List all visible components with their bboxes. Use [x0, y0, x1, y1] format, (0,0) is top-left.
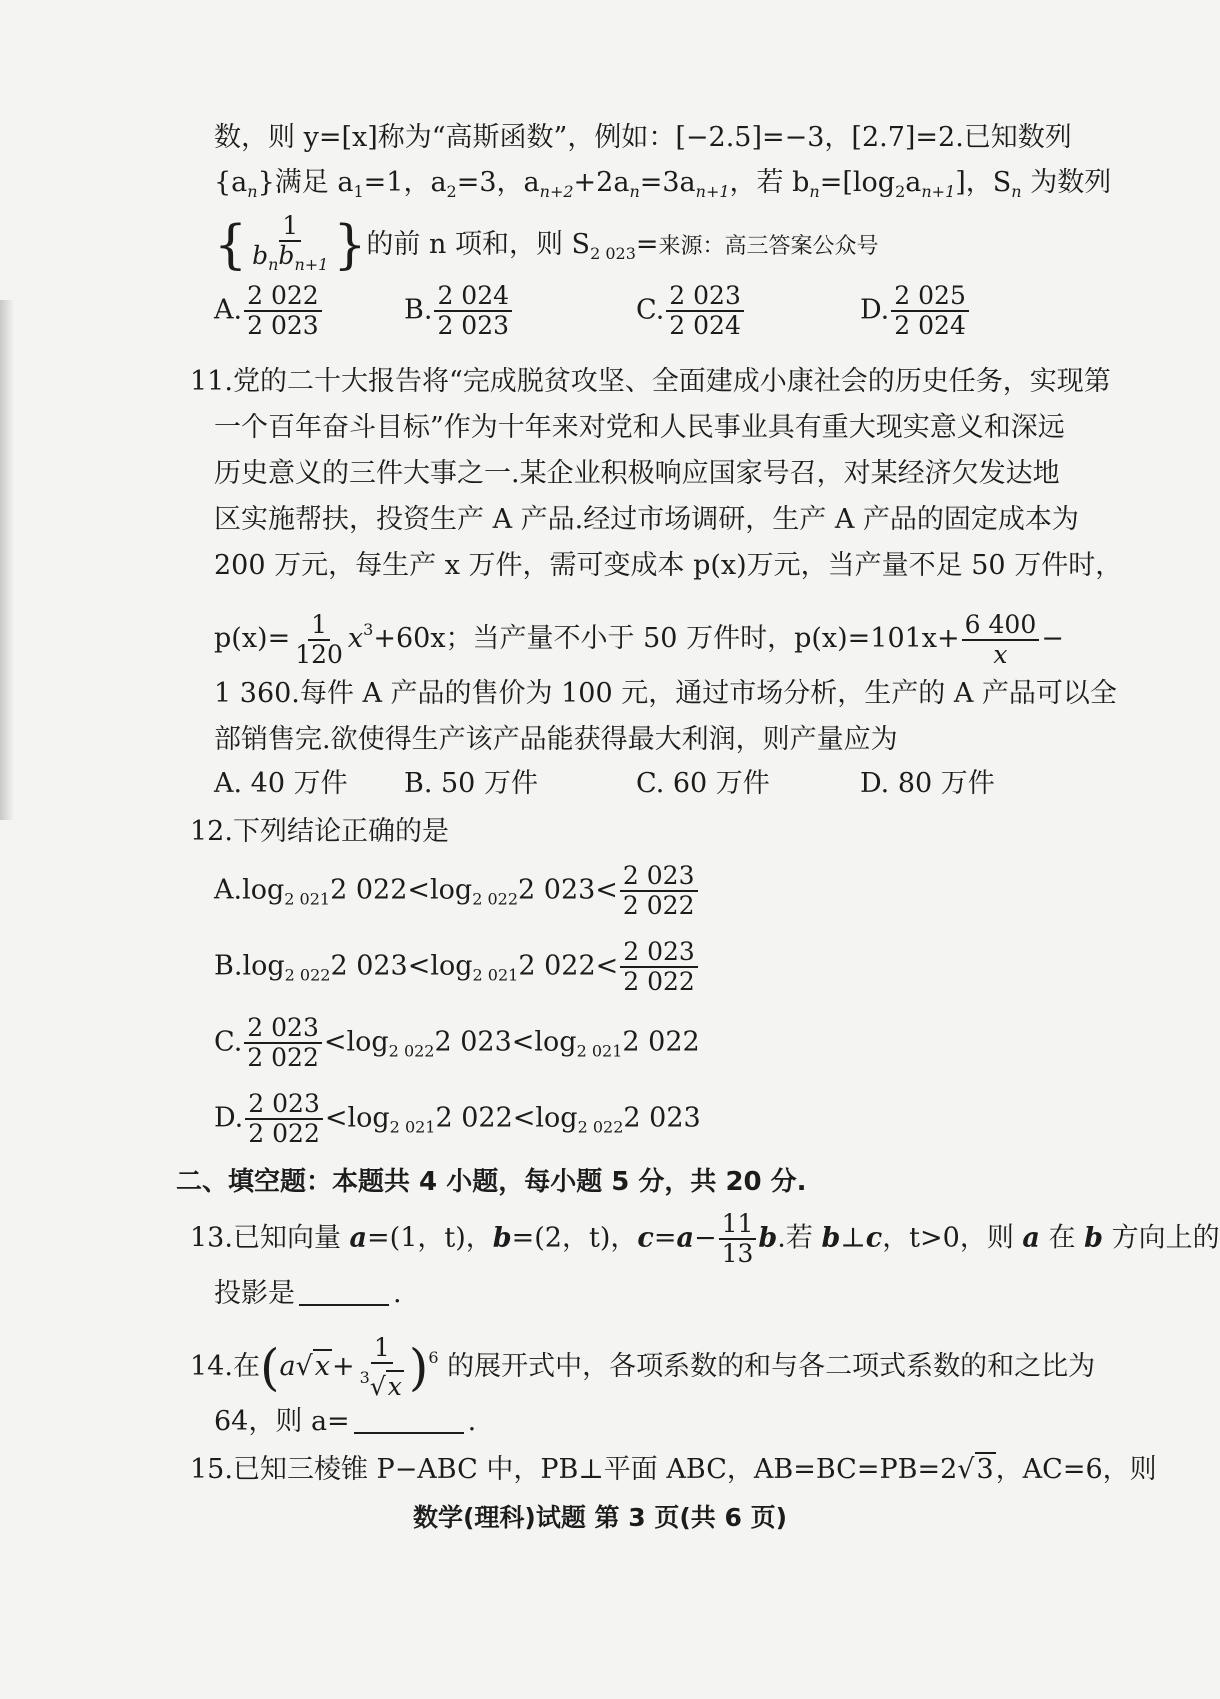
q10-option-d: D. $\frac{2 025}{2 024}$	[860, 282, 971, 340]
q13-line1: 13.已知向量 a=(1，t)，b=(2，t)，c=a− $\frac{11}{13}$ b.若 b⊥c，t>0，则 a 在 b 方向上的	[190, 1209, 1220, 1268]
q10-option-a: A. $\frac{2 022}{2 023}$	[214, 282, 324, 340]
q10-seq-fraction: $\frac{1}{b_nb_{n+1}}$	[252, 211, 329, 274]
q10-option-b: B. $\frac{2 024}{2 023}$	[404, 282, 514, 340]
q11-line5: 200 万元，每生产 x 万件，需可变成本 p(x)万元，当产量不足 50 万件时，	[214, 550, 1123, 581]
q10-line2: $\{a_n\}$满足 $a_1=1$，$a_2=3$，$a_{n+2}+2a_n=3a_{n+1}$，若 $b_n=[\log_2a_{n+1}]$，$S_n$ 为数列	[214, 167, 1112, 201]
q10-line1: 数，则 y=[x]称为“高斯函数”，例如：[−2.5]=−3，[2.7]=2.已知数列	[214, 122, 1072, 153]
q10-option-c: C. $\frac{2 023}{2 024}$	[636, 282, 746, 340]
q14-line2: 64，则 a= .	[214, 1406, 477, 1437]
q13-line2: 投影是 .	[214, 1278, 402, 1309]
q11-line4: 区实施帮扶，投资生产 A 产品.经过市场调研，生产 A 产品的固定成本为	[214, 504, 1079, 535]
scan-shadow	[0, 300, 14, 820]
q10-line3: { $\frac{1}{b_nb_{n+1}}$ }的前 n 项和，则 $S_{2 023}=$来源：高三答案公众号	[214, 212, 1044, 284]
q12-option-d: D. $\frac{2 023}{2 022}$ $<\log_{2 021}2$ $022<\log_{2 022}2$ 023	[214, 1089, 701, 1148]
q14-answer-blank	[354, 1406, 464, 1434]
source-note: 来源：高三答案公众号	[658, 234, 879, 259]
q11-formula-line: p(x)= $\frac{1}{120}$ $x^3+60x$；当产量不小于 50 万件时，p(x)=101x+ $\frac{6 400}{x}$ −	[214, 609, 1064, 669]
page-footer: 数学(理科)试题 第 3 页(共 6 页)	[412, 1503, 787, 1532]
q11-line1: 11.党的二十大报告将“完成脱贫攻坚、全面建成小康社会的历史任务，实现第	[190, 366, 1111, 397]
q11-line6: 1 360.每件 A 产品的售价为 100 元，通过市场分析，生产的 A 产品可以全	[214, 678, 1117, 709]
q12-option-a: $A.\log_{2 021}2$ $022<\log_{2 022}2$ 023< $\frac{2 023}{2 022}$	[214, 862, 700, 920]
q11-line3: 历史意义的三件大事之一.某企业积极响应国家号召，对某经济欠发达地	[214, 458, 1060, 489]
q11-option-a: A. 40 万件	[214, 768, 348, 799]
q12-option-c: C. $\frac{2 023}{2 022}$ $<\log_{2 022}2$ $023<\log_{2 021}2$ 022	[214, 1013, 700, 1072]
q12-stem: 12.下列结论正确的是	[190, 816, 449, 847]
q11-line7: 部销售完.欲使得生产该产品能获得最大利润，则产量应为	[214, 724, 898, 755]
q11-option-d: D. 80 万件	[860, 768, 995, 799]
section-fill-in: 二、填空题：本题共 4 小题，每小题 5 分，共 20 分.	[176, 1167, 807, 1197]
q13-answer-blank	[299, 1278, 389, 1306]
q12-option-b: $B.\log_{2 022}2$ $023<\log_{2 021}2$ 022< $\frac{2 023}{2 022}$	[214, 938, 700, 996]
q11-line2: 一个百年奋斗目标”作为十年来对党和人民事业具有重大现实意义和深远	[214, 412, 1065, 443]
q11-option-c: C. 60 万件	[636, 768, 770, 799]
q15-line1: 15.已知三棱锥 P−ABC 中，PB⊥平面 ABC，AB=BC=PB=2√3，AC=6，则	[190, 1454, 1157, 1485]
q14-line1: 14.在(a√x+ $\frac{1}{^3√x}$ )$^6$ 的展开式中，各项系数的和与各二项式系数的和之比为	[190, 1333, 1096, 1401]
q11-option-b: B. 50 万件	[404, 768, 538, 799]
